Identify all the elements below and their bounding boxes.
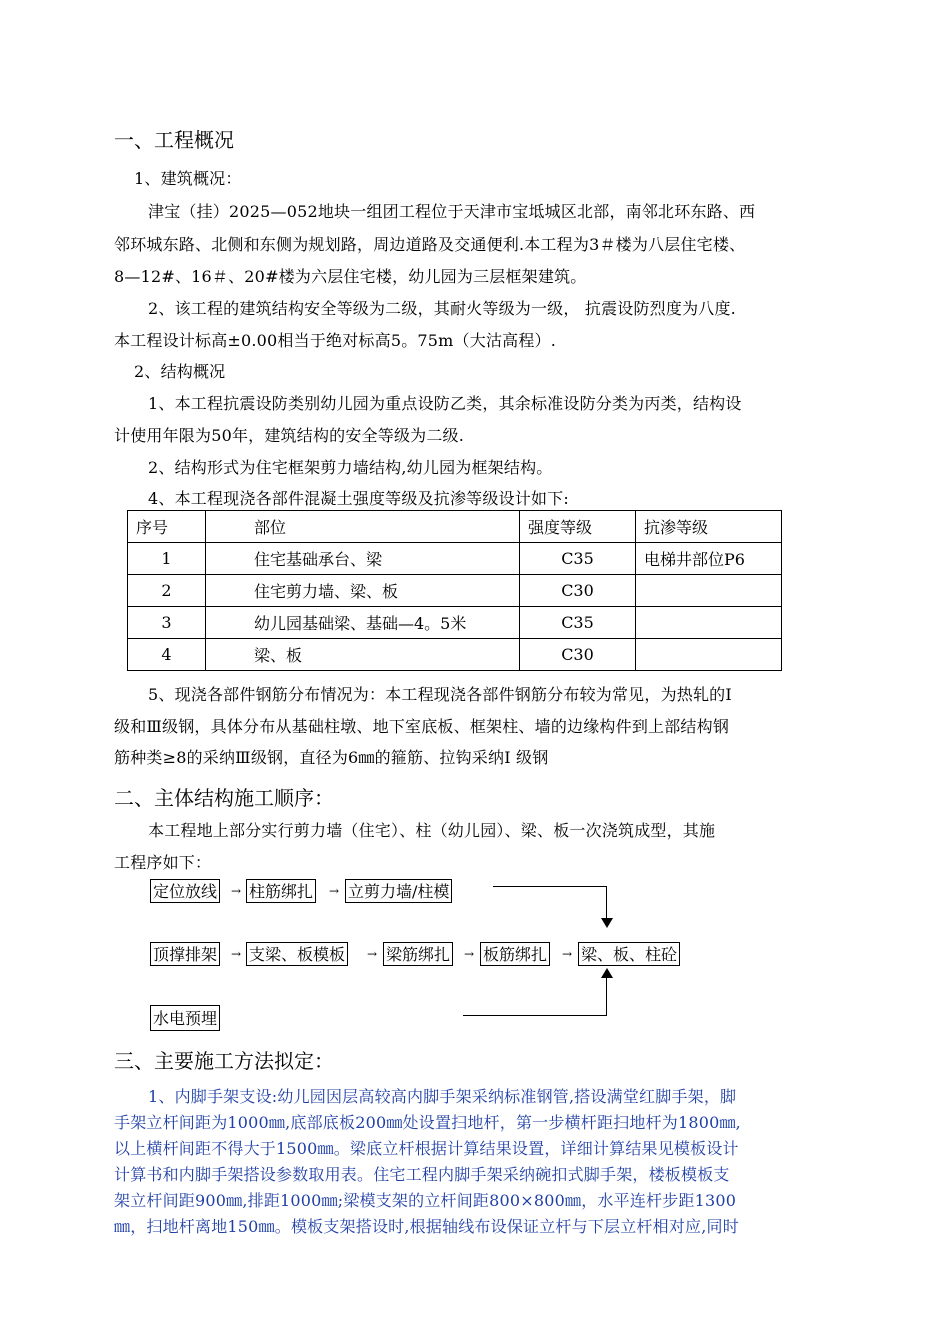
table-row	[128, 575, 782, 607]
table-header-row	[128, 511, 782, 543]
flow-step-mep-embedding: 水电预埋	[150, 1005, 220, 1031]
flow-arrow-up-icon	[601, 968, 613, 978]
flow-arrow-icon: →	[367, 947, 378, 961]
section1-para1-line3: 8—12#、16＃、20#楼为六层住宅楼，幼儿园为三层框架建筑。	[114, 267, 587, 286]
section1-para1-line1: 津宝（挂）2025—052地块一组团工程位于天津市宝坻城区北部，南邻北环东路、西	[148, 202, 756, 221]
flow-arrow-down-icon	[601, 918, 613, 928]
flow-connector-line	[463, 1015, 607, 1016]
flow-arrow-icon: →	[231, 947, 242, 961]
flow-connector-line	[606, 976, 607, 1016]
table-cell	[636, 575, 782, 607]
table-cell: 4	[128, 639, 206, 671]
table-row	[128, 639, 782, 671]
section1-para6-line2: 级和Ⅲ级钢，具体分布从基础柱墩、地下室底板、框架柱、墙的边缘构件到上部结构钢	[114, 717, 730, 736]
section1-para2-line2: 本工程设计标高±0.00相当于绝对标高5。75m（大沽高程）.	[114, 331, 557, 350]
section1-para1-line2: 邻环城东路、北侧和东侧为规划路，周边道路及交通便利.本工程为3＃楼为八层住宅楼、	[114, 235, 746, 254]
flow-step-beam-rebar: 梁筋绑扎	[383, 942, 453, 966]
table-cell: C30	[520, 575, 636, 607]
table-cell: C30	[520, 639, 636, 671]
section3-para-line4: 计算书和内脚手架搭设参数取用表。住宅工程内脚手架采纳碗扣式脚手架，楼板模板支	[114, 1165, 730, 1184]
table-cell: 幼儿园基础梁、基础—4。5米	[206, 607, 520, 639]
table-cell: 住宅剪力墙、梁、板	[206, 575, 520, 607]
section1-sub2: 2、结构概况	[134, 362, 226, 381]
section2-title: 二、主体结构施工顺序：	[114, 786, 334, 810]
section3-para-line5: 架立杆间距900㎜,排距1000㎜;梁模支架的立杆间距800×800㎜，水平连杆步距1300	[114, 1191, 737, 1210]
flow-step-beam-slab-formwork: 支梁、板模板	[246, 942, 348, 966]
table-cell: C35	[520, 543, 636, 575]
flow-step-positioning: 定位放线	[150, 879, 220, 903]
table-cell: 3	[128, 607, 206, 639]
flow-step-slab-rebar: 板筋绑扎	[480, 942, 550, 966]
section1-para4: 2、结构形式为住宅框架剪力墙结构,幼儿园为框架结构。	[148, 458, 553, 477]
flow-arrow-icon: →	[562, 947, 573, 961]
flow-step-wall-formwork: 立剪力墙/柱模	[345, 879, 452, 903]
flow-step-column-rebar: 柱筋绑扎	[246, 879, 316, 903]
table-cell: 2	[128, 575, 206, 607]
flow-step-shoring: 顶撑排架	[150, 942, 220, 966]
section2-para-line1: 本工程地上部分实行剪力墙（住宅）、柱（幼儿园）、梁、板一次浇筑成型，其施	[148, 821, 716, 840]
table-row	[128, 543, 782, 575]
section1-para3-line1: 1、本工程抗震设防类别幼儿园为重点设防乙类，其余标准设防分类为丙类，结构设	[148, 394, 742, 413]
table-cell	[636, 607, 782, 639]
table-cell: 住宅基础承台、梁	[206, 543, 520, 575]
flow-connector-line	[606, 886, 607, 922]
table-cell: 1	[128, 543, 206, 575]
flow-arrow-icon: →	[231, 884, 242, 898]
concrete-grade-table	[127, 510, 782, 671]
table-cell: 电梯井部位P6	[636, 543, 782, 575]
table-row	[128, 607, 782, 639]
section2-para-line2: 工程序如下：	[114, 853, 212, 872]
table-cell: 梁、板	[206, 639, 520, 671]
section1-para5: 4、本工程现浇各部件混凝土强度等级及抗渗等级设计如下:	[148, 489, 569, 508]
section1-para6-line3: 筋种类≥8的采纳Ⅲ级钢，直径为6㎜的箍筋、拉钩采纳Ⅰ 级钢	[114, 748, 549, 767]
table-header: 序号	[128, 511, 206, 543]
table-cell: C35	[520, 607, 636, 639]
table-header: 部位	[206, 511, 520, 543]
flow-arrow-icon: →	[464, 947, 475, 961]
section3-title: 三、主要施工方法拟定：	[114, 1049, 334, 1073]
table-cell	[636, 639, 782, 671]
table-header: 强度等级	[520, 511, 636, 543]
flow-arrow-icon: →	[329, 884, 340, 898]
section1-title: 一、工程概况	[114, 128, 234, 152]
section3-para-line3: 以上横杆间距不得大于1500㎜。梁底立杆根据计算结果设置，详细计算结果见模板设计	[114, 1139, 739, 1158]
section1-para2-line1: 2、该工程的建筑结构安全等级为二级，其耐火等级为一级， 抗震设防烈度为八度.	[148, 299, 736, 318]
flow-step-concrete-pour: 梁、板、柱砼	[578, 942, 680, 966]
section1-sub1: 1、建筑概况：	[134, 169, 242, 188]
section1-para6-line1: 5、现浇各部件钢筋分布情况为：本工程现浇各部件钢筋分布较为常见，为热轧的Ⅰ	[148, 685, 732, 704]
section1-para3-line2: 计使用年限为50年，建筑结构的安全等级为二级.	[114, 426, 465, 445]
section3-para-line2: 手架立杆间距为1000㎜,底部底板200㎜处设置扫地杆，第一步横杆距扫地杆为1800㎜,	[114, 1113, 741, 1132]
table-header: 抗渗等级	[636, 511, 782, 543]
flow-connector-line	[493, 886, 607, 887]
section3-para-line6: ㎜，扫地杆离地150㎜。模板支架搭设时,根据轴线布设保证立杆与下层立杆相对应,同时	[114, 1217, 739, 1236]
section3-para-line1: 1、内脚手架支设:幼儿园因层高较高内脚手架采纳标准钢管,搭设满堂红脚手架，脚	[148, 1087, 737, 1106]
